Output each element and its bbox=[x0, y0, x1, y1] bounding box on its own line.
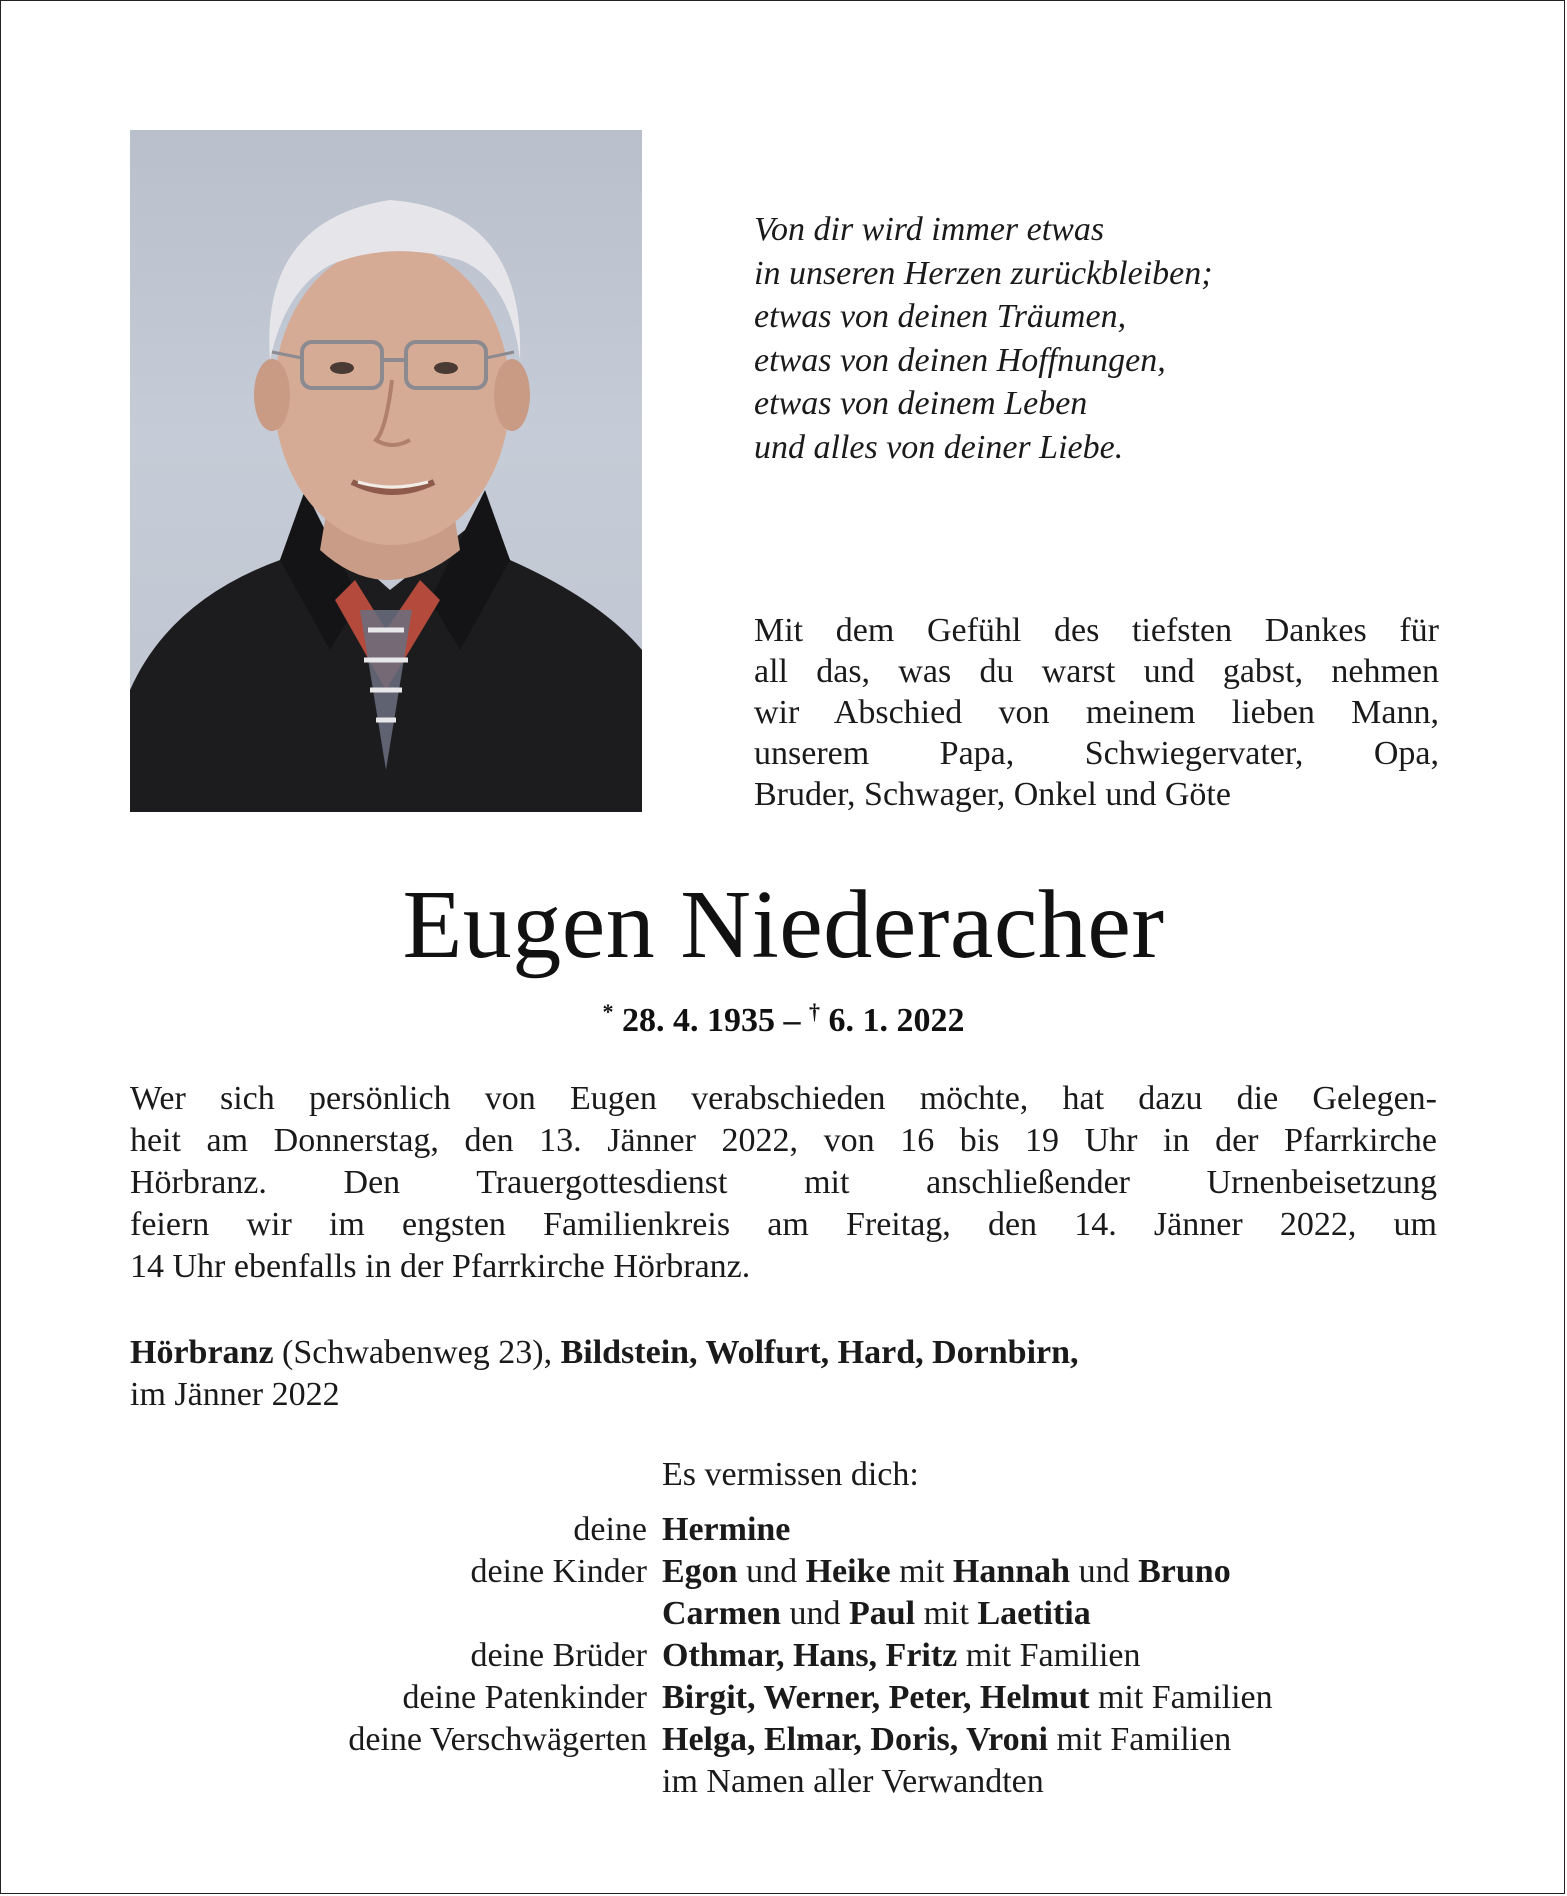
mourner-name: Othmar, Hans, Fritz bbox=[662, 1637, 958, 1674]
mourner-connector: mit Familien bbox=[1089, 1679, 1273, 1716]
birth-symbol: * bbox=[602, 999, 614, 1024]
thanks-text bbox=[754, 610, 1439, 815]
poem-line: etwas von deinen Träumen, bbox=[754, 298, 1127, 335]
mourner-name: Carmen bbox=[662, 1595, 781, 1632]
mourner-name: Bruno bbox=[1138, 1553, 1231, 1590]
mourner-label: deine Patenkinder bbox=[402, 1679, 647, 1716]
mourners-list bbox=[0, 1509, 1567, 1803]
place-and-date bbox=[130, 1332, 1450, 1416]
mourner-row bbox=[0, 1635, 1567, 1677]
mourner-name: Heike bbox=[805, 1553, 891, 1590]
poem-line: etwas von deinem Leben bbox=[754, 385, 1088, 422]
birth-date: 28. 4. 1935 bbox=[622, 1002, 775, 1039]
mourner-connector: und bbox=[1070, 1553, 1139, 1590]
mourner-connector: und bbox=[737, 1553, 806, 1590]
mourner-connector: mit Familien bbox=[957, 1637, 1141, 1674]
mourner-connector: mit Familien bbox=[1047, 1721, 1232, 1758]
mourner-label: deine Verschwägerten bbox=[348, 1721, 647, 1758]
other-towns: Bildstein, Wolfurt, Hard, Dornbirn, bbox=[560, 1334, 1079, 1371]
thanks-line: Bruder, Schwager, Onkel und Göte bbox=[754, 776, 1231, 813]
mourner-row bbox=[0, 1761, 1567, 1803]
funeral-info-line: Wer sich persönlich von Eugen verabschieden möchte, hat dazu die Gelegen- bbox=[130, 1080, 1437, 1117]
mourner-row bbox=[0, 1509, 1567, 1551]
home-town: Hörbranz bbox=[130, 1334, 274, 1371]
mourner-row bbox=[0, 1677, 1567, 1719]
mourner-row bbox=[0, 1551, 1567, 1593]
funeral-info-line: heit am Donnerstag, den 13. Jänner 2022, von 16 bis 19 Uhr in der Pfarrkirche bbox=[130, 1122, 1437, 1159]
date-separator: – bbox=[775, 1002, 809, 1039]
mourner-name: Paul bbox=[848, 1595, 916, 1632]
mourner-name: Birgit, Werner, Peter, Helmut bbox=[662, 1679, 1090, 1716]
portrait-illustration bbox=[130, 130, 642, 812]
funeral-info-line: feiern wir im engsten Familienkreis am Freitag, den 14. Jänner 2022, um bbox=[130, 1206, 1437, 1243]
poem-line: und alles von deiner Liebe. bbox=[754, 428, 1124, 466]
cross-symbol: † bbox=[809, 999, 820, 1024]
mourner-name: Hermine bbox=[662, 1511, 791, 1548]
mourner-name: Egon bbox=[662, 1553, 738, 1590]
mourner-name: Hannah bbox=[952, 1553, 1071, 1590]
poem-line: etwas von deinen Hoffnungen, bbox=[754, 341, 1166, 379]
thanks-line: wir Abschied von meinem lieben Mann, bbox=[754, 694, 1439, 731]
thanks-line: Mit dem Gefühl des tiefsten Dankes für bbox=[754, 612, 1439, 649]
thanks-line: unserem Papa, Schwiegervater, Opa, bbox=[754, 735, 1439, 772]
poem bbox=[754, 208, 1474, 469]
home-address: (Schwabenweg 23), bbox=[273, 1334, 561, 1371]
funeral-info bbox=[130, 1078, 1437, 1288]
mourner-label: deine bbox=[573, 1511, 647, 1548]
funeral-info-line: Hörbranz. Den Trauergottesdienst mit anschließender Urnenbeisetzung bbox=[130, 1164, 1437, 1201]
death-date: 6. 1. 2022 bbox=[828, 1002, 965, 1039]
mourner-closing: im Namen aller Verwandten bbox=[662, 1763, 1044, 1800]
poem-line: Von dir wird immer etwas bbox=[754, 211, 1105, 248]
mourner-connector: mit bbox=[890, 1553, 953, 1590]
mourner-row bbox=[0, 1593, 1567, 1635]
funeral-info-line: 14 Uhr ebenfalls in der Pfarrkirche Hörbranz. bbox=[130, 1248, 751, 1285]
mourner-connector: und bbox=[780, 1595, 849, 1632]
life-dates bbox=[0, 992, 1567, 1041]
mourner-label: deine Brüder bbox=[470, 1637, 647, 1674]
mourners-title: Es vermissen dich: bbox=[662, 1456, 919, 1493]
mourner-name: Laetitia bbox=[977, 1595, 1091, 1632]
mourner-row bbox=[0, 1719, 1567, 1761]
portrait-photo bbox=[130, 130, 642, 812]
mourner-name: Helga, Elmar, Doris, Vroni bbox=[662, 1721, 1048, 1758]
mourner-label: deine Kinder bbox=[470, 1553, 647, 1590]
deceased-name: Eugen Niederacher bbox=[402, 871, 1165, 979]
date-line: im Jänner 2022 bbox=[130, 1376, 340, 1413]
thanks-line: all das, was du warst und gabst, nehmen bbox=[754, 653, 1439, 690]
poem-line: in unseren Herzen zurückbleiben; bbox=[754, 254, 1213, 292]
mourner-connector: mit bbox=[915, 1595, 978, 1632]
